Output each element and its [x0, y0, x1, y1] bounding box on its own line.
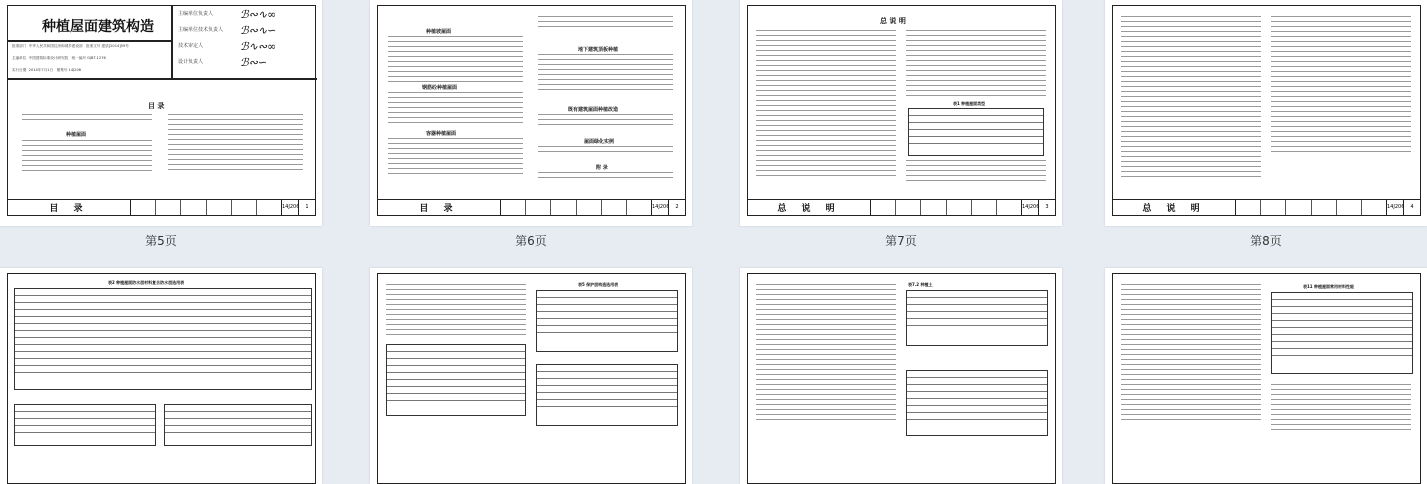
page-thumbnail-9[interactable]	[0, 268, 322, 484]
text-lines-right	[906, 30, 1046, 100]
page-thumbnail-6[interactable]	[370, 0, 692, 226]
signature-2: ℬ∾∿∽	[240, 24, 277, 37]
toc-lines-f	[538, 114, 673, 129]
toc-subsection: 种植屋面	[66, 132, 87, 138]
role-3: 技术审定人	[178, 43, 204, 49]
signature-1: ℬ∾∿∞	[240, 8, 277, 21]
atlas-no: 14J206	[651, 200, 668, 215]
drawing-frame	[747, 5, 1056, 216]
page-thumbnail-12[interactable]	[1105, 268, 1427, 484]
sub-table-left	[14, 404, 156, 446]
page-thumbnail-10[interactable]	[370, 268, 692, 484]
title-block-name: 目 录	[419, 204, 459, 214]
atlas-no: 14J206	[1386, 200, 1403, 215]
atlas-no: 14J206	[281, 200, 298, 215]
cover-bottom-line	[8, 78, 317, 80]
text-lines-right	[1271, 16, 1411, 156]
title-block-name: 总 说 明	[777, 204, 841, 214]
table-title: 表5 保护层构造选用表	[578, 282, 619, 287]
toc-left-lines-2	[22, 140, 152, 175]
table-right	[536, 290, 678, 352]
table-left	[386, 344, 526, 416]
toc-section-4: 地下建筑顶板种植	[578, 47, 619, 53]
toc-section-5: 既有建筑屋面种植改造	[568, 107, 619, 113]
table-right-2	[536, 364, 678, 426]
toc-section-7: 附 录	[596, 165, 608, 171]
table-title: 表7.2 种植土	[908, 282, 933, 287]
table-title: 表1 种植屋面类型	[953, 101, 986, 106]
text-lines-left	[1121, 16, 1261, 181]
table-title: 表11 种植屋面常用材料性能	[1303, 284, 1354, 289]
toc-lines-g	[538, 146, 673, 156]
page-caption-8: 第8页	[1250, 234, 1282, 248]
title-block	[8, 199, 315, 215]
title-block	[1113, 199, 1420, 215]
page-no: 4	[1403, 200, 1420, 215]
toc-left-lines	[22, 114, 152, 124]
page-caption-6: 第6页	[515, 234, 547, 248]
page-caption-7: 第7页	[885, 234, 917, 248]
toc-section-2: 钢筋砼种植屋面	[422, 85, 458, 91]
page-no: 2	[668, 200, 685, 215]
text-lines-right-2	[906, 160, 1046, 185]
cover-divider-h	[8, 40, 173, 42]
text-lines-left	[386, 284, 526, 339]
drawing-frame	[7, 273, 316, 484]
role-4: 设计负责人	[178, 59, 204, 65]
toc-lines-a	[388, 36, 523, 86]
page-thumbnail-8[interactable]	[1105, 0, 1427, 226]
text-lines-right	[1271, 384, 1411, 434]
toc-title: 目 录	[148, 102, 165, 110]
table-title: 表2 种植屋面防水层材料复合防水层选用表	[108, 280, 185, 285]
page-caption-5: 第5页	[145, 234, 177, 248]
page-thumbnail-5[interactable]	[0, 0, 322, 226]
drawing-frame	[1112, 5, 1421, 216]
title-block-name: 目 录	[49, 204, 89, 214]
toc-lines-h	[538, 172, 673, 182]
text-lines-left	[756, 284, 896, 424]
table-right-2	[906, 370, 1048, 436]
toc-lines-c	[388, 138, 523, 178]
page-no: 3	[1038, 200, 1055, 215]
toc-section-1: 种植坡屋面	[426, 29, 452, 35]
cover-row-2: 主编单位 中国建筑标准设计研究院 统一编号 GJBT-1276	[12, 56, 106, 60]
toc-right-lines	[168, 114, 303, 174]
toc-lines-e	[538, 54, 673, 94]
cover-row-3: 实行日期 2014年7月1日 图集号 14J206	[12, 68, 82, 72]
cover-title: 种植屋面建筑构造	[42, 19, 154, 35]
type-table	[908, 108, 1044, 156]
toc-lines-d	[538, 16, 673, 31]
page-thumbnail-7[interactable]	[740, 0, 1062, 226]
materials-table	[1271, 292, 1413, 374]
page-thumbnail-11[interactable]	[740, 268, 1062, 484]
cover-divider	[171, 6, 173, 80]
title-block-name: 总 说 明	[1142, 204, 1206, 214]
table-right	[906, 290, 1048, 346]
waterproof-table	[14, 288, 312, 390]
role-1: 主编单位负责人	[178, 11, 214, 17]
page-no: 1	[298, 200, 315, 215]
text-lines-left	[756, 30, 896, 180]
text-lines-left	[1121, 284, 1261, 424]
drawing-frame	[377, 273, 686, 484]
cover-row-1: 批准部门 中华人民共和国住房和城乡建设部 批准文号 建质[2014]59号	[12, 44, 129, 48]
drawing-frame	[747, 273, 1056, 484]
signature-3: ℬ∿∾∞	[240, 40, 277, 53]
drawing-frame	[1112, 273, 1421, 484]
atlas-no: 14J206	[1021, 200, 1038, 215]
role-2: 主编单位技术负责人	[178, 27, 224, 33]
title-block	[378, 199, 685, 215]
signature-4: ℬ∾∽	[240, 56, 268, 69]
drawing-frame	[7, 5, 316, 216]
page-title: 总 说 明	[880, 17, 906, 25]
sub-table-right	[164, 404, 312, 446]
toc-section-6: 屋面绿化实例	[584, 139, 615, 145]
title-block	[748, 199, 1055, 215]
toc-lines-b	[388, 92, 523, 127]
drawing-frame	[377, 5, 686, 216]
toc-section-3: 容器种植屋面	[426, 131, 457, 137]
